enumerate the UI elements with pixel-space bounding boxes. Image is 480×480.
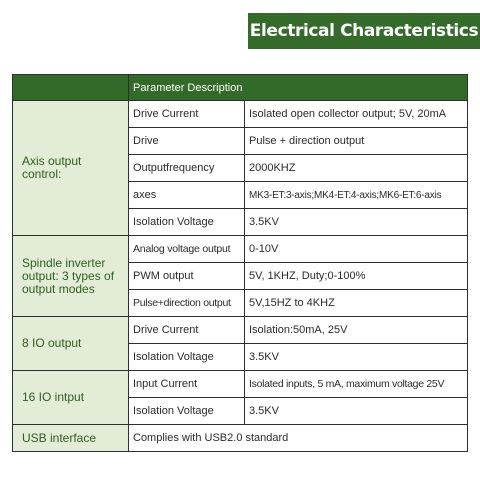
table-row [13, 317, 468, 344]
param-cell: Pulse+direction output [129, 290, 245, 317]
param-cell: Isolation Voltage [129, 398, 245, 425]
value-cell: Isolated open collector output; 5V, 20mA [245, 101, 468, 128]
value-cell: Pulse + direction output [245, 128, 468, 155]
param-cell: Drive Current [129, 317, 245, 344]
group-label-axis-output: Axis output control: [13, 101, 129, 236]
param-cell: Analog voltage output [129, 236, 245, 263]
param-cell: PWM output [129, 263, 245, 290]
table-row [13, 371, 468, 398]
header-blank-cell [13, 75, 129, 101]
group-label-spindle-output: Spindle inverter output: 3 types of output modes [13, 236, 129, 317]
group-label-usb-interface: USB interface [13, 425, 129, 452]
value-cell: MK3-ET:3-axis;MK4-ET:4-axis;MK6-ET:6-axis [245, 182, 468, 209]
value-cell: Complies with USB2.0 standard [129, 425, 468, 452]
value-cell: 3.5KV [245, 398, 468, 425]
group-label-16-io-input: 16 IO intput [13, 371, 129, 425]
param-cell: Drive [129, 128, 245, 155]
param-cell: Outputfrequency [129, 155, 245, 182]
table-row [13, 101, 468, 128]
param-cell: Isolation Voltage [129, 209, 245, 236]
param-cell: Drive Current [129, 101, 245, 128]
table-row [13, 236, 468, 263]
table-header-row [13, 75, 468, 101]
value-cell: 3.5KV [245, 209, 468, 236]
param-cell: Input Current [129, 371, 245, 398]
value-cell: 5V, 1KHZ, Duty;0-100% [245, 263, 468, 290]
page-title: Electrical Characteristics [248, 13, 480, 49]
value-cell: 3.5KV [245, 344, 468, 371]
value-cell: Isolated inputs, 5 mA, maximum voltage 25V [245, 371, 468, 398]
table-row [13, 425, 468, 452]
param-cell: Isolation Voltage [129, 344, 245, 371]
group-label-8-io-output: 8 IO output [13, 317, 129, 371]
value-cell: 0-10V [245, 236, 468, 263]
value-cell: 2000KHZ [245, 155, 468, 182]
value-cell: Isolation:50mA, 25V [245, 317, 468, 344]
value-cell: 5V,15HZ to 4KHZ [245, 290, 468, 317]
electrical-characteristics-table [12, 74, 468, 452]
param-cell: axes [129, 182, 245, 209]
header-parameter-description: Parameter Description [129, 75, 468, 101]
